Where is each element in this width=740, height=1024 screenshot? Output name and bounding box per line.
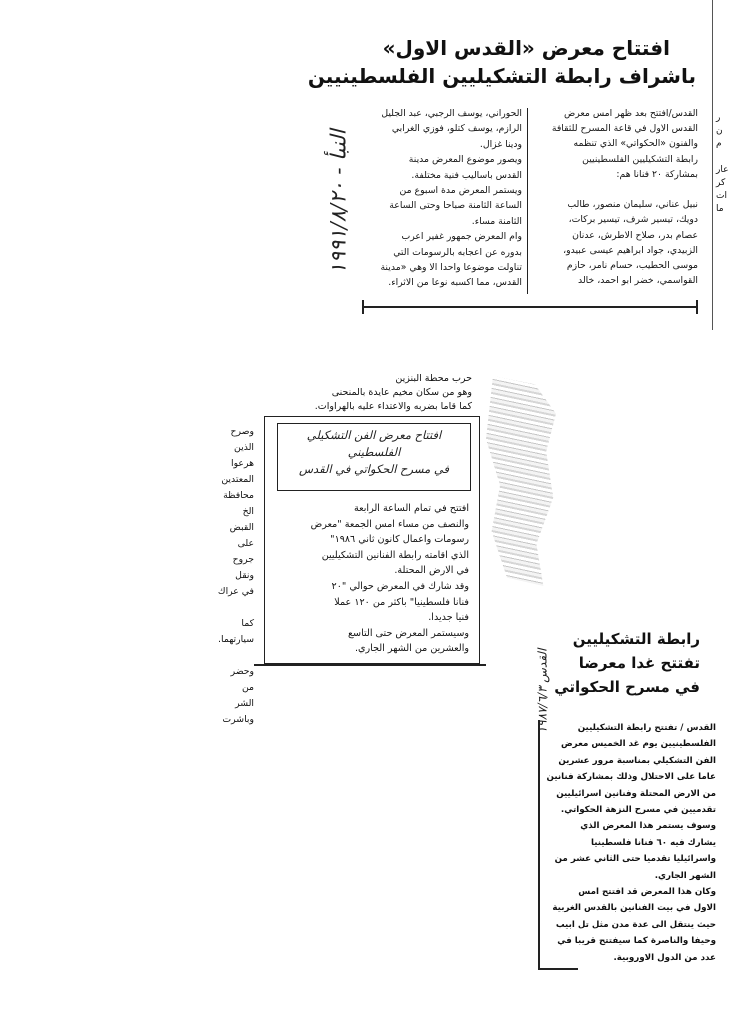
clipping-1-bottom-rule-tick-left (362, 300, 364, 314)
clipping-1-bottom-rule (362, 306, 698, 308)
clipping-2-title-box (277, 423, 471, 491)
margin-text-fragment: ر ن م عار كر ات ما (716, 113, 729, 214)
page-edge-line (712, 0, 713, 330)
clipping-3-headline-line-1: رابطة التشكيليين (572, 630, 700, 648)
clipping-3-left-border (538, 720, 540, 970)
clipping-2-left-fragment: وصرح الذين هرعوا المعتدين محافظة الخ القبض على جروح ونقل في عراك كما سيارتهما. وحضر من الشر وباشرت (217, 426, 254, 725)
clipping-1-column-divider (527, 108, 528, 294)
clipping-1-handwritten-date: النبأ - ١٩٩١/٨/٢٠ (326, 129, 351, 275)
clipping-3-bottom-rule (538, 968, 578, 970)
clipping-3-headline-line-3: في مسرح الحكواتي (554, 678, 700, 696)
clipping-3-body: القدس / تفتتح رابطة التشكيليين الفلسطينيين يوم غد الخميس معرض الفن التشكيلي بمناسبة مرور عشرين عاما على الاحتلال وذلك بمشاركة فنانين من الارض المحتلة وفنانين اسرائيليين تقدميين في مسرح النزهة الحكواتي. وسوف يستمر هذا المعرض الذي يشارك فيه ٦٠ فنانا فلسطينيا واسرائيليا تقدميا حتى الثاني عشر من الشهر الجاري. وكان هذا المعرض قد افتتح امس الاول في بيت الفنانين بالقدس الغربية حيث ينتقل الى عدة مدن مثل تل ابيب وحيفا والناصرة كما سيفتتح قريبا في عدد من الدول الاوروبية. (546, 723, 716, 963)
clipping-1-headline-line-2: باشراف رابطة التشكيليين الفلسطينيين (307, 64, 696, 88)
clipping-1-column-right: القدس/افتتح بعد ظهر امس معرض القدس الاول في قاعة المسرح للثقافة والفنون «الحكواتي» الذي تنظمه رابطة التشكيليين الفلسطينيين بمشاركة ٢٠ فنانا هم: نبيل عناني، سليمان منصور، طالب دويك، تيسير شرف، تيسير بركات، عصام بدر، صلاح الاطرش، عدنان الزبيدي، جواد ابراهيم عيسى عبيدو، موسى الحطيب، حسام نامر، حازم القواسمي، خضر ابو احمد، خالد (551, 108, 698, 287)
clipping-3-headline-line-2: تفتتح غدا معرضا (578, 654, 700, 672)
clipping-1-headline-line-1: افتتاح معرض «القدس الاول» (382, 36, 670, 60)
clipping-2-top-snippet: حرب محطة البنزين وهو من سكان مخيم عايدة بالمنحنى كما قاما بضربه والاعتداء عليه بالهراوات. (314, 373, 472, 412)
clipping-2-body: افتتح في تمام الساعة الرابعة والنصف من مساء امس الجمعة "معرض رسومات واعمال كانون ثاني ١٩٨٦" الذي اقامته رابطة الفنانين التشكيليين في الارض المحتلة. وقد شارك في المعرض حوالي "٢٠ فنانا فلسطينيا" باكثر من ١٢٠ عملا فنيا جديدا. وسيستمر المعرض حتى التاسع والعشرين من الشهر الجاري. (310, 503, 469, 655)
news-clipping-3 (538, 628, 718, 976)
clipping-2-article-box (264, 416, 480, 664)
news-clipping-2 (214, 368, 496, 725)
clipping-2-bottom-rule (254, 664, 486, 666)
clipping-2-handwritten-title-1: افتتاح معرض الفن التشكيلي (306, 428, 442, 442)
clipping-2-handwritten-title-3: في مسرح الحكواتي في القدس (299, 462, 449, 476)
torn-paper-scrap (486, 376, 556, 586)
clipping-1-bottom-rule-tick-right (696, 300, 698, 314)
clipping-1-column-left: الحوراني، يوسف الرجبي، عبد الجليل الرازم، يوسف كتلو، فوزي الغرابي ودينا غزال. ويصور موضوع المعرض مدينة القدس باساليب فنية مختلفة. ويستمر المعرض مدة اسبوع من الساعة الثامنة صباحا وحتى الساعة الثامنة مساء. وام المعرض جمهور غفير اعرب بدوره عن اعجابه بالرسومات التي تناولت موضوعا واحدا الا وهي «مدينة القدس، مما اكسبه نوعا من الاثراء. (380, 108, 522, 289)
clipping-3-handwritten-date: القدس ١٩٨٧/٦/٣ (535, 648, 550, 734)
news-clipping-1 (307, 0, 704, 326)
clipping-2-handwritten-title-2: الفلسطيني (347, 445, 401, 459)
